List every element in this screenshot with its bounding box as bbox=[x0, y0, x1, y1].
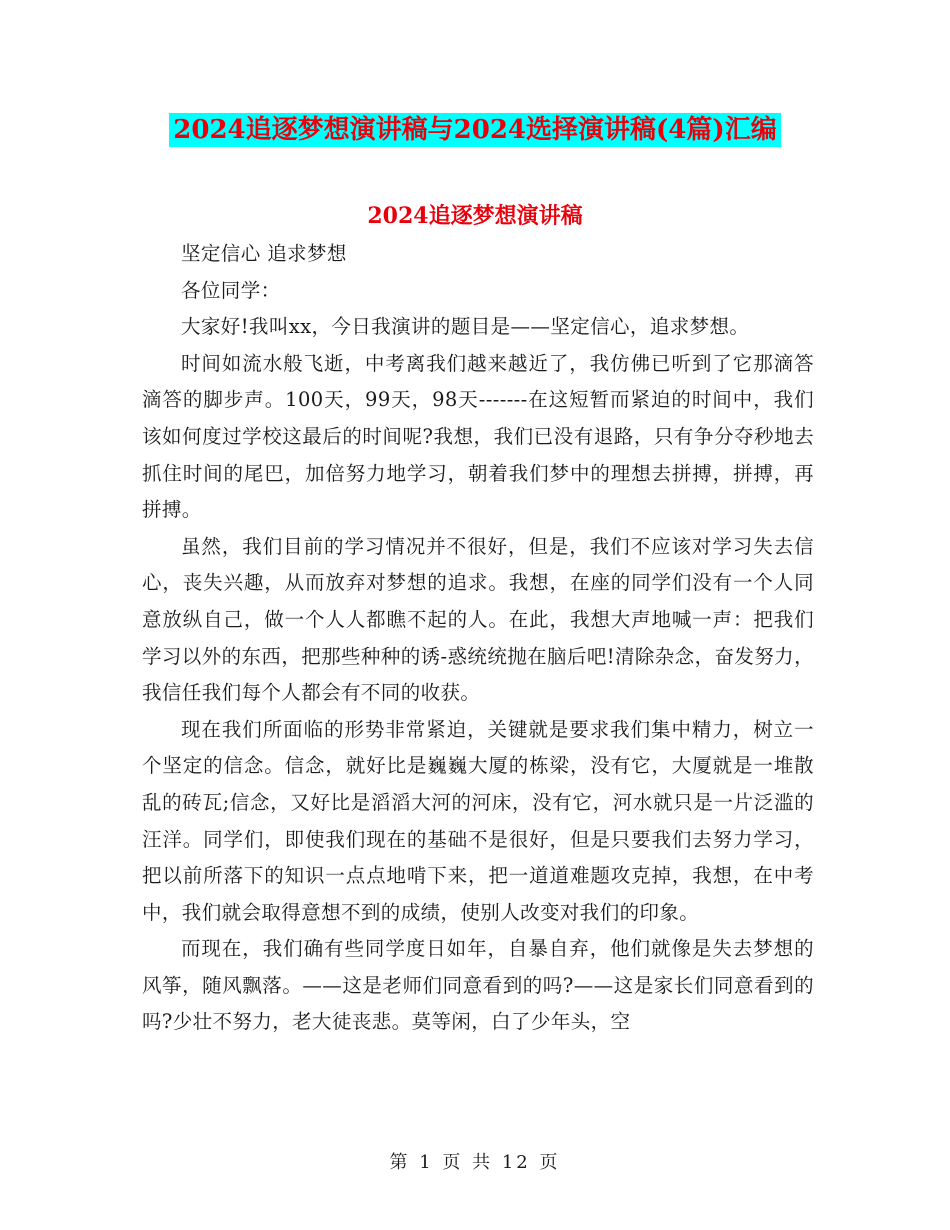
document-title-text: 2024追逐梦想演讲稿与2024选择演讲稿(4篇)汇编 bbox=[169, 113, 780, 147]
paragraph: 大家好!我叫xx，今日我演讲的题目是——坚定信心，追求梦想。 bbox=[181, 315, 750, 339]
paragraph: 各位同学： bbox=[181, 278, 281, 302]
section-title: 2024追逐梦想演讲稿 bbox=[367, 203, 583, 229]
page-footer: 第 1 页 共 12 页 bbox=[389, 1152, 561, 1173]
paragraph: 现在我们所面临的形势非常紧迫，关键就是要求我们集中精力，树立一个坚定的信念。信念，就好比是巍巍大厦的栋梁，没有它，大厦就是一堆散乱的砖瓦;信念，又好比是滔滔大河的河床，没有它，河水就只是一片泛滥的汪洋。同学们，即使我们现在的基础不是很好，但是只要我们去努力学习，把以前所落下的知识一点点地啃下来，把一道道难题攻克掉，我想，在中考中，我们就会取得意想不到的成绩，使别人改变对我们的印象。 bbox=[142, 717, 814, 924]
paragraph: 虽然，我们目前的学习情况并不很好，但是，我们不应该对学习失去信心，丧失兴趣，从而放弃对梦想的追求。我想，在座的同学们没有一个人同意放纵自己，做一个人人都瞧不起的人。在此，我想大声地喊一声：把我们学习以外的东西，把那些种种的诱-惑统统抛在脑后吧!清除杂念，奋发努力，我信任我们每个人都会有不同的收获。 bbox=[142, 534, 814, 705]
document-body bbox=[142, 218, 814, 1041]
paragraph: 坚定信心 追求梦想 bbox=[181, 242, 347, 265]
document-title bbox=[0, 108, 950, 155]
paragraph: 而现在，我们确有些同学度日如年，自暴自弃，他们就像是失去梦想的风筝，随风飘落。——这是老师们同意看到的吗?——这是家长们同意看到的吗?少壮不努力，老大徒丧悲。莫等闲，白了少年头，空 bbox=[142, 937, 814, 1034]
paragraph: 时间如流水般飞逝，中考离我们越来越近了，我仿佛已听到了它那滴答滴答的脚步声。100天，99天，98天-------在这短暂而紧迫的时间中，我们该如何度过学校这最后的时间呢?我想，我们已没有退路，只有争分夺秒地去抓住时间的尾巴，加倍努力地学习，朝着我们梦中的理想去拼搏，拼搏，再拼搏。 bbox=[142, 351, 814, 522]
